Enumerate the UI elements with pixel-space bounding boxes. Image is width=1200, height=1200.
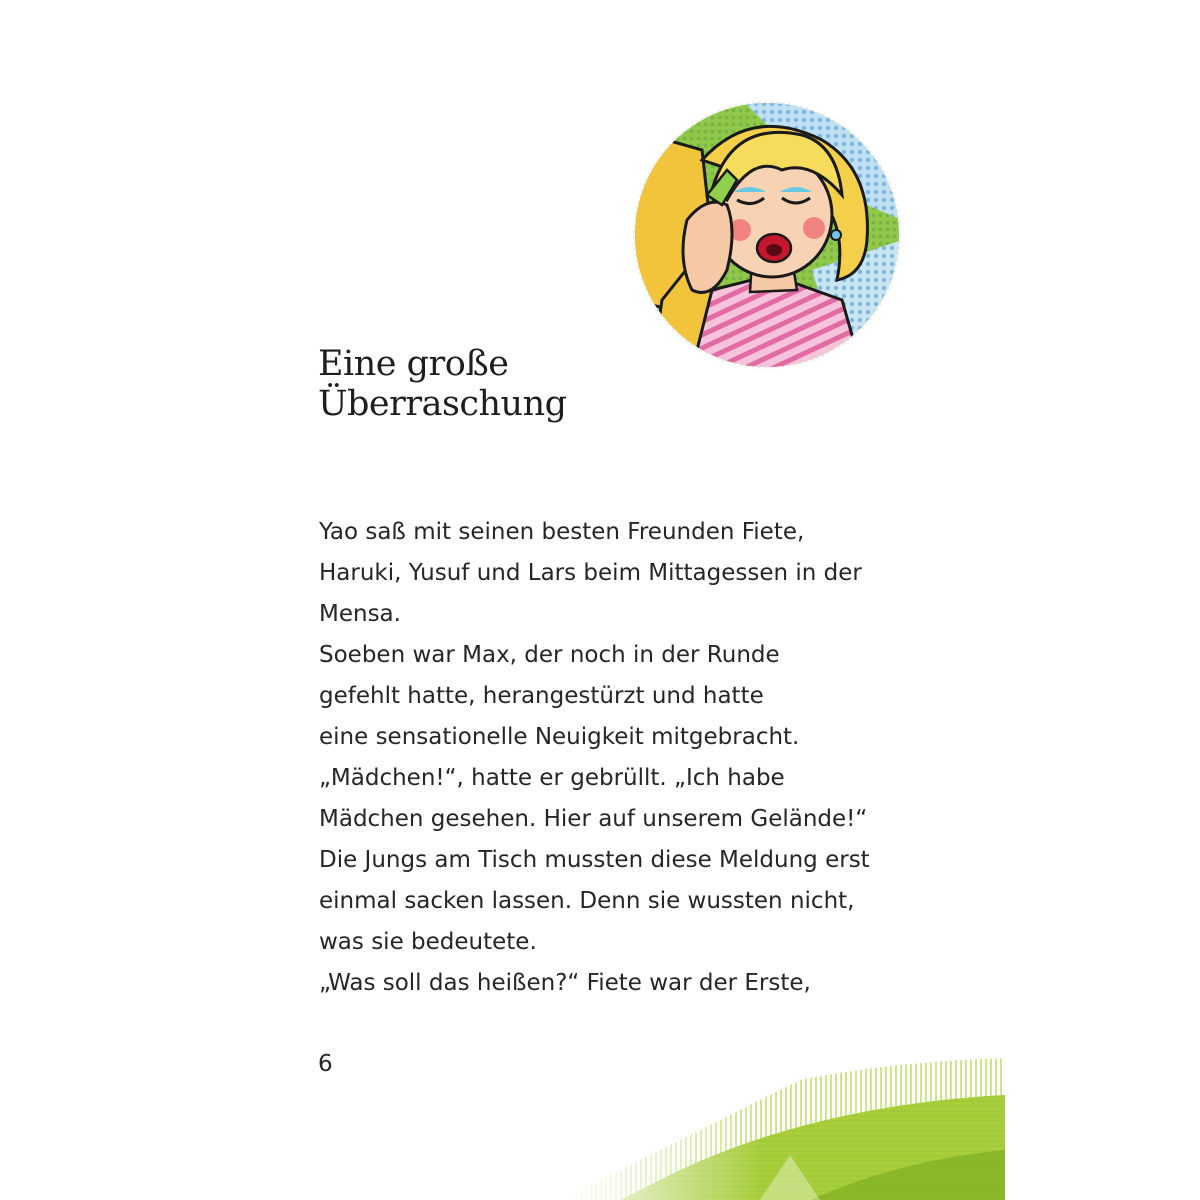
- text-line: Die Jungs am Tisch mussten diese Meldung erst: [319, 847, 870, 873]
- text-line: „Was soll das heißen?“ Fiete war der Erste,: [319, 970, 811, 996]
- text-line: einmal sacken lassen. Denn sie wussten nicht,: [319, 888, 855, 914]
- text-line: was sie bedeutete.: [319, 929, 537, 955]
- body-text: [319, 512, 959, 1004]
- text-line: eine sensationelle Neuigkeit mitgebracht.: [319, 724, 800, 750]
- text-line: „Mädchen!“, hatte er gebrüllt. „Ich habe: [319, 765, 785, 791]
- text-line: gefehlt hatte, herangestürzt und hatte: [319, 683, 764, 709]
- chapter-title: [318, 344, 567, 424]
- chapter-title-line-2: Überraschung: [318, 384, 567, 424]
- text-line: Mädchen gesehen. Hier auf unserem Gelände!“: [319, 806, 868, 832]
- girl-portrait-illustration: [632, 100, 902, 370]
- green-field-decoration: [560, 1050, 1010, 1200]
- chapter-title-line-1: Eine große: [318, 344, 509, 384]
- text-line: Yao saß mit seinen besten Freunden Fiete,: [319, 519, 805, 545]
- text-line: Mensa.: [319, 601, 401, 627]
- text-line: Soeben war Max, der noch in der Runde: [319, 642, 780, 668]
- page-number: 6: [318, 1051, 333, 1077]
- text-line: Haruki, Yusuf und Lars beim Mittagessen in der: [319, 560, 862, 586]
